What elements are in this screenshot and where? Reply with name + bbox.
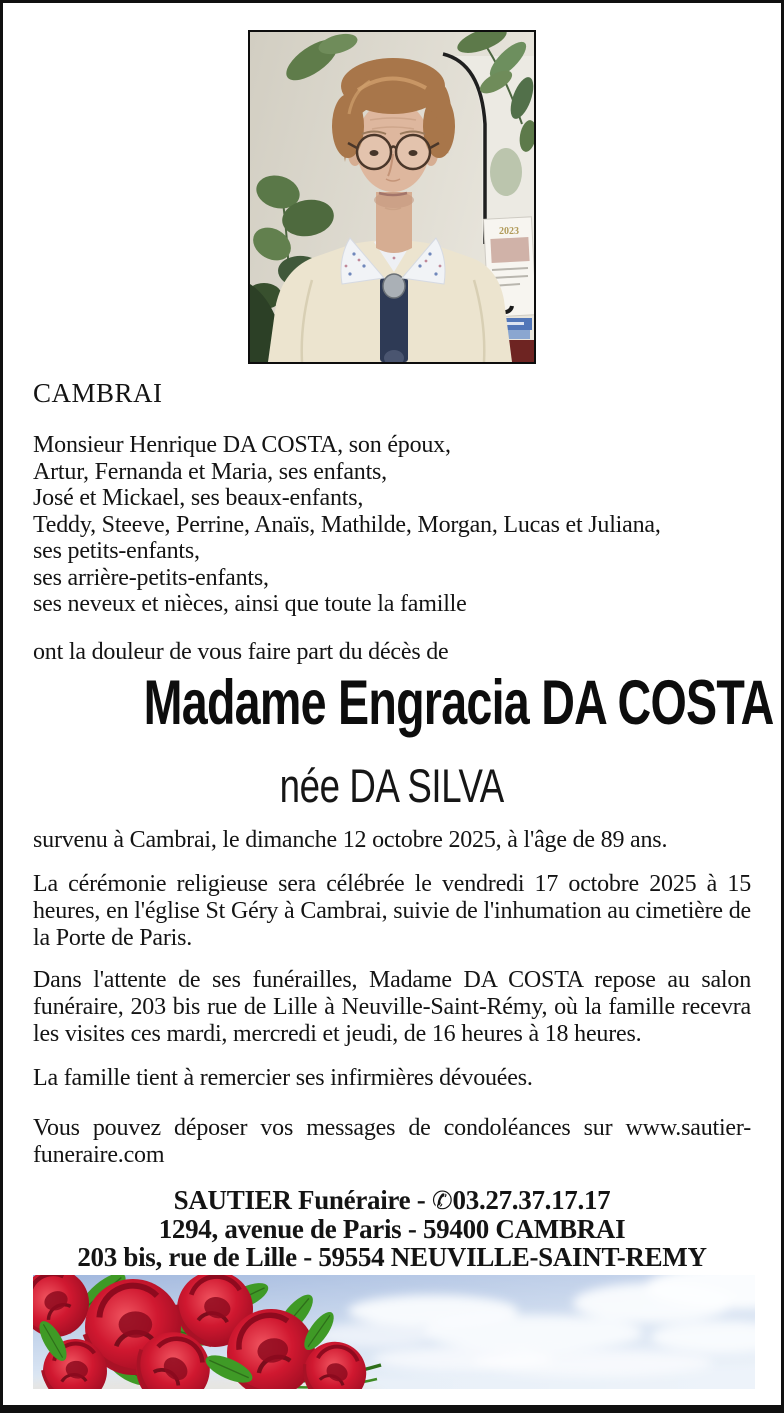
deceased-name-text: Madame Engracia DA COSTA [143, 667, 774, 738]
footer-address-2: 203 bis, rue de Lille - 59554 NEUVILLE-SAINT-REMY [77, 1241, 707, 1272]
calendar-year-text: 2023 [499, 226, 519, 237]
thanks-paragraph: La famille tient à remercier ses infirmières dévouées. [33, 1064, 533, 1091]
phone-icon: ✆ [431, 1185, 453, 1215]
roses-sky-banner [33, 1275, 755, 1389]
maiden-name-text: née DA SILVA [279, 758, 505, 812]
ceremony-paragraph: La cérémonie religieuse sera célébrée le vendredi 17 octobre 2025 à 15 heures, en l'église St Géry à Cambrai, suivie de l'inhumation au cimetière de la Porte de Paris. [33, 870, 751, 951]
portrait-photo-illustration [250, 32, 534, 362]
roses-sky-illustration [33, 1275, 755, 1389]
family-line: Monsieur Henrique DA COSTA, son époux, [33, 432, 451, 458]
family-line: ses arrière-petits-enfants, [33, 564, 269, 591]
family-list [33, 432, 751, 618]
city-label: CAMBRAI [33, 378, 163, 408]
family-line: ses petits-enfants, [33, 538, 200, 564]
phone-number: 03.27.37.17.17 [452, 1184, 611, 1215]
portrait-photo [248, 30, 536, 364]
family-line: ses neveux et nièces, ainsi que toute la famille [33, 591, 467, 617]
family-line: Teddy, Steeve, Perrine, Anaïs, Mathilde, Morgan, Lucas et Juliana, [33, 511, 661, 538]
footer-address-1: 1294, avenue de Paris - 59400 CAMBRAI [158, 1213, 626, 1244]
funeral-home-name: SAUTIER Funéraire - [173, 1184, 432, 1215]
death-details-line: survenu à Cambrai, le dimanche 12 octobre 2025, à l'âge de 89 ans. [33, 826, 668, 853]
funeral-home-footer [33, 1186, 751, 1271]
announcement-intro: ont la douleur de vous faire part du décès de [33, 638, 449, 665]
repose-paragraph: Dans l'attente de ses funérailles, Madame DA COSTA repose au salon funéraire, 203 bis rue de Lille à Neuville-Saint-Rémy, où la famille recevra les visites ces mardi, mercredi et jeudi, de 16 heures à 18 heures. [33, 966, 751, 1047]
family-line: Artur, Fernanda et Maria, ses enfants, [33, 458, 387, 485]
deceased-name [33, 666, 774, 757]
funeral-home-line [33, 1186, 751, 1215]
family-line: José et Mickael, ses beaux-enfants, [33, 485, 364, 511]
condolences-paragraph: Vous pouvez déposer vos messages de condoléances sur www.sautier-funeraire.com [33, 1114, 751, 1168]
maiden-name [33, 757, 751, 827]
obituary-content [3, 30, 781, 1389]
